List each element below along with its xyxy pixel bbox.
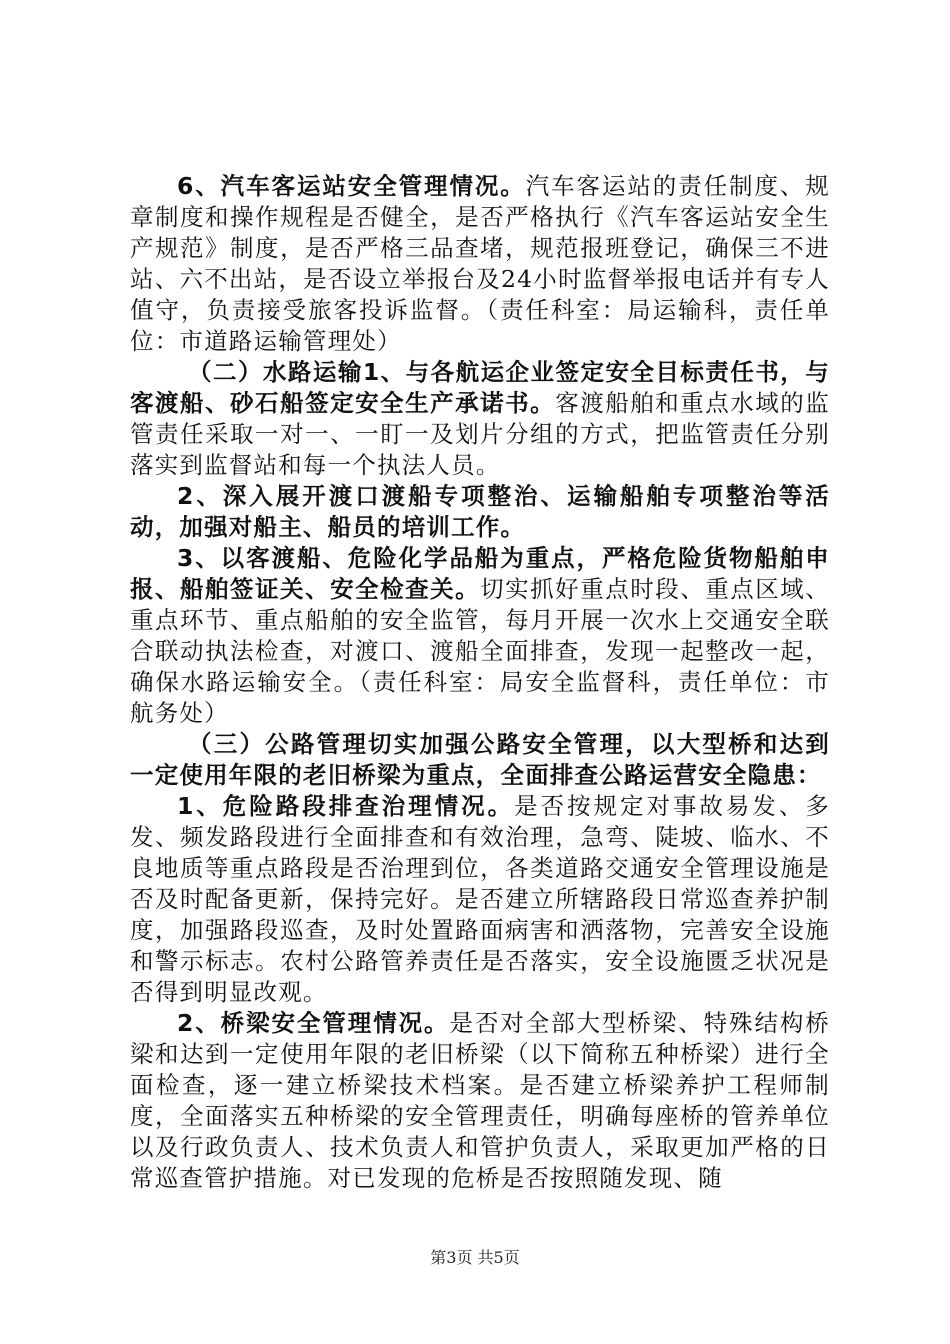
- paragraph-highway-management: [130, 729, 830, 791]
- paragraph-ferry-rectification: [130, 481, 830, 543]
- paragraph-hazardous-ships: [130, 543, 830, 729]
- paragraph-coach-station: [130, 171, 830, 357]
- paragraph-text: 客渡船舶和重点水域的监管责任采取一对一、一盯一及划片分组的方式，把监管责任分别落实到监督站和每一个执法人员。: [130, 389, 830, 479]
- paragraph-heading: 3、以客渡船、危险化学品船为重点，严格危险货物船舶申报、船舶签证关、安全检查关。: [130, 544, 830, 603]
- paragraph-text: 汽车客运站的责任制度、规章制度和操作规程是否健全，是否严格执行《汽车客运站安全生产规范》制度，是否严格三品查堵，规范报班登记，确保三不进站、六不出站，是否设立举报台及24小时监督举报电话并有专人值守，负责接受旅客投诉监督。（责任科室：局运输科，责任单位：市道路运输管理处）: [130, 172, 830, 355]
- paragraph-text: 是否对全部大型桥梁、特殊结构桥梁和达到一定使用年限的老旧桥梁（以下简称五种桥梁）进行全面检查，逐一建立桥梁技术档案。是否建立桥梁养护工程师制度，全面落实五种桥梁的安全管理责任，明确每座桥的管养单位以及行政负责人、技术负责人和管护负责人，采取更加严格的日常巡查管护措施。对已发现的危桥是否按照随发现、随: [130, 1009, 830, 1192]
- paragraph-waterway-transport: [130, 357, 830, 481]
- paragraph-dangerous-sections: [130, 791, 830, 1008]
- paragraph-text: 是否按规定对事故易发、多发、频发路段进行全面排查和有效治理，急弯、陡坡、临水、不良地质等重点路段是否治理到位，各类道路交通安全管理设施是否及时配备更新，保持完好。是否建立所辖路段日常巡查养护制度，加强路段巡查，及时处置路面病害和洒落物，完善安全设施和警示标志。农村公路管养责任是否落实，安全设施匮乏状况是否得到明显改观。: [130, 792, 831, 1006]
- paragraph-heading: （二）水路运输1、与各航运企业签定安全目标责任书，与客渡船、砂石船签定安全生产承诺书。: [130, 358, 830, 417]
- paragraph-heading: 6、汽车客运站安全管理情况。: [177, 172, 526, 200]
- paragraph-bridge-safety: [130, 1008, 830, 1194]
- paragraph-heading: （三）公路管理切实加强公路安全管理，以大型桥和达到一定使用年限的老旧桥梁为重点，全面排查公路运营安全隐患：: [130, 730, 830, 789]
- page-number-footer: 第3页 共5页: [430, 1248, 520, 1267]
- paragraph-heading: 2、深入展开渡口渡船专项整治、运输船舶专项整治等活动，加强对船主、船员的培训工作。: [130, 482, 830, 541]
- paragraph-heading: 1、危险路段排查治理情况。: [177, 792, 515, 820]
- paragraph-heading: 2、桥梁安全管理情况。: [177, 1009, 450, 1037]
- document-body: [130, 171, 830, 1194]
- paragraph-text: 切实抓好重点时段、重点区域、重点环节、重点船舶的安全监管，每月开展一次水上交通安全联合联动执法检查，对渡口、渡船全面排查，发现一起整改一起，确保水路运输安全。（责任科室：局安全监督科，责任单位：市航务处）: [130, 575, 830, 727]
